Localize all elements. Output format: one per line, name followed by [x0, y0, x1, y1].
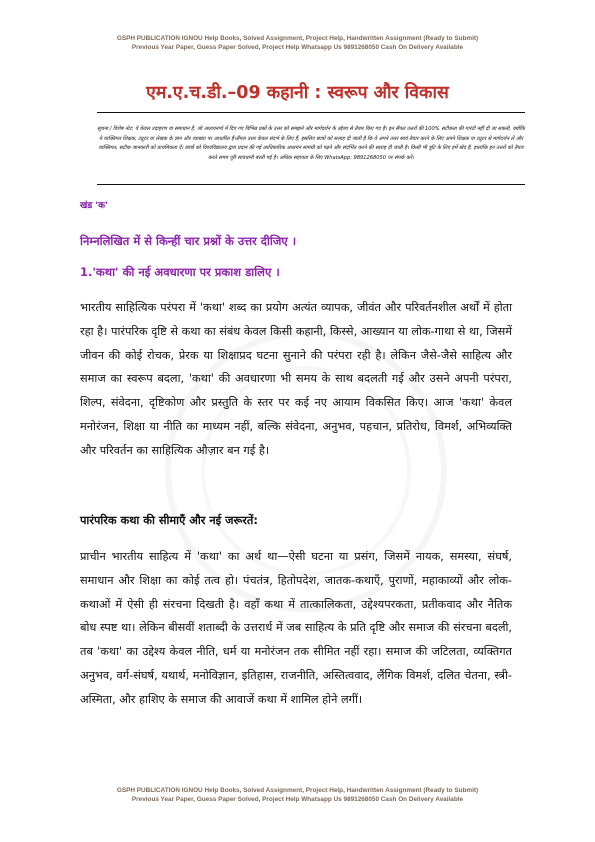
- question-heading: 1.'कथा' की नई अवधारणा पर प्रकाश डालिए ।: [80, 265, 280, 279]
- notice-divider: [97, 184, 525, 185]
- page-header: [0, 34, 595, 52]
- footer-line-2: Previous Year Paper, Guess Paper Solved, Project Help Whatsapp Us 9891268050 Cash On Delivery Available: [131, 796, 464, 803]
- answer-paragraph-1: भारतीय साहित्यिक परंपरा में 'कथा' शब्द का प्रयोग अत्यंत व्यापक, जीवंत और परिवर्तनशील अर्थों में होता रहा है। पारंपरिक दृष्टि से कथा का संबंध केवल किसी कहानी, किस्से, आख्यान या लोक-गाथा से था, जिसमें जीवन की कोई रोचक, प्रेरक या शिक्षाप्रद घटना सुनाने की परंपरा रही है। लेकिन जैसे-जैसे साहित्य और समाज का स्वरूप बदला, 'कथा' की अवधारणा भी समय के साथ बदलती गई और उसने अपनी परंपरा, शिल्प, संवेदना, दृष्टिकोण और प्रस्तुति के स्तर पर कई नए आयाम विकसित किए। आज 'कथा' केवल मनोरंजन, शिक्षा या नीति का माध्यम नहीं, बल्कि संवेदना, अनुभव, पहचान, प्रतिरोध, विमर्श, अभिव्यक्ति और परिवर्तन का साहित्यिक औज़ार बन गई है।: [80, 301, 512, 457]
- header-line-1: GSPH PUBLICATION IGNOU Help Books, Solved Assignment, Project Help, Handwritten Assignment (Ready to Submit): [116, 35, 479, 42]
- footer-line-1: GSPH PUBLICATION IGNOU Help Books, Solved Assignment, Project Help, Handwritten Assignment (Ready to Submit): [116, 787, 479, 794]
- subheading: पारंपरिक कथा की सीमाएँ और नई जरूरतें:: [80, 514, 258, 527]
- header-line-2: Previous Year Paper, Guess Paper Solved, Project Help Whatsapp Us 9891268050 Cash On Delivery Available: [131, 44, 464, 51]
- page-footer: [0, 786, 595, 804]
- section-label: खंड 'क': [80, 201, 108, 211]
- title-divider: [97, 112, 525, 113]
- answer-paragraph-2: प्राचीन भारतीय साहित्य में 'कथा' का अर्थ था—ऐसी घटना या प्रसंग, जिसमें नायक, समस्या, संघर्ष, समाधान और शिक्षा का कोई तत्व हो। पंचतंत्र, हितोपदेश, जातक-कथाएँ, पुराणों, महाकाव्यों और लोक-कथाओं में ऐसी ही संरचना दिखती है। वहाँ कथा में तात्कालिकता, उद्देश्यपरकता, प्रतीकवाद और नैतिक बोध स्पष्ट था। लेकिन बीसवीं शताब्दी के उत्तरार्ध में जब साहित्य के प्रति दृष्टि और समाज की संरचना बदली, तब 'कथा' का उद्देश्य केवल नीति, धर्म या मनोरंजन तक सीमित नहीं रहा। समाज की जटिलता, व्यक्तिगत अनुभव, वर्ग-संघर्ष, यथार्थ, मनोविज्ञान, इतिहास, राजनीति, अस्तित्ववाद, लैंगिक विमर्श, दलित चेतना, स्त्री-अस्मिता, और हाशिए के समाज की आवाजें कथा में शामिल होने लगीं।: [80, 550, 512, 706]
- page-title: एम.ए.च.डी.–09 कहानी : स्वरूप और विकास: [146, 83, 449, 103]
- disclaimer-notice: सूचना / विशेष नोट: ये केवल उदाहरण या समाधान हैं, जो अध्ययनार्थ में दिए गए विभिन्न प्रश्नों के उत्तर को समझने और मार्गदर्शन के उद्देश्य से तैयार किए गए हैं। इन सैंपल उत्तरों की 100% सटीकता की गारंटी नहीं दी जा सकती, क्योंकि ये व्यक्तिगत शिक्षक, ट्यूटर या लेखक के ज्ञान और व्याख्या पर आधारित हैं।सैंपल उत्तर केवल संदर्भ के लिए हैं, इसलिए छात्रों को सलाह दी जाती है कि वे अपने उत्तर स्वयं तैयार करने के लिए अपने शिक्षक या ट्यूटर से मार्गदर्शन लें और व्यक्तिगत, सटीक जानकारी को प्राथमिकता दें। छात्रों को विश्वविद्यालय द्वारा प्रदान की गई आधिकारिक अध्ययन सामग्री को पढ़ने और संदर्भित करने की सलाह दी जाती है। किसी भी त्रुटि के लिए हमें खेद है, हालांकि इन उत्तरों को तैयार करते समय पूरी सावधानी बरती गई है। अधिक सहायता के लिए WhatsApp: 9891268050 पर संपर्क करें।: [97, 126, 525, 161]
- instruction-heading: निम्नलिखित में से किन्हीं चार प्रश्नों के उत्तर दीजिए ।: [80, 234, 297, 248]
